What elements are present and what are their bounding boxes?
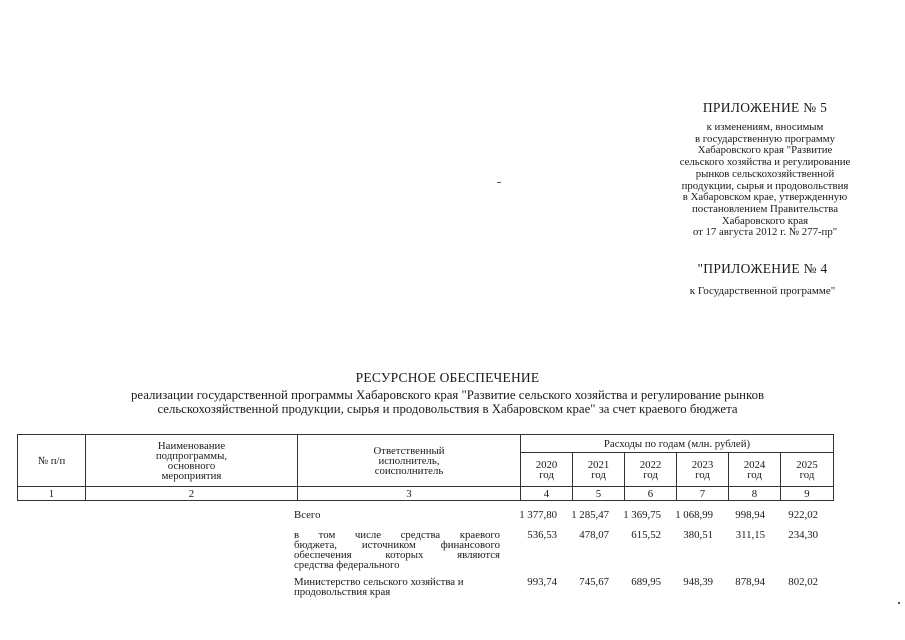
year-value: 2022 <box>639 458 662 471</box>
column-number-cell: 6 <box>625 487 677 501</box>
row-label-line: Министерство сельского хозяйства и <box>294 576 464 588</box>
appendix-5-title: ПРИЛОЖЕНИЕ № 5 <box>702 100 828 115</box>
row-value: 998,94 <box>735 509 765 521</box>
header-year-2024 <box>729 453 781 487</box>
row-value: 311,15 <box>735 529 765 541</box>
row-value: 948,39 <box>683 576 713 588</box>
appendix-5-line: продукции, сырья и продовольствия <box>681 179 849 192</box>
header-col-executor-line: исполнитель, <box>378 454 440 467</box>
header-year-2023 <box>677 453 729 487</box>
row-value: 478,07 <box>579 529 609 541</box>
appendix-4-block <box>650 261 875 297</box>
document-subheading <box>60 389 835 416</box>
row-value: 745,67 <box>579 576 609 588</box>
row-label-line: бюджета, источником финансового <box>294 539 500 551</box>
year-value: 2025 <box>796 458 818 471</box>
year-unit: год <box>539 468 554 481</box>
row-value: 1 377,80 <box>519 509 557 521</box>
document-heading: РЕСУРСНОЕ ОБЕСПЕЧЕНИЕ <box>355 370 540 385</box>
appendix-5-block <box>615 100 905 239</box>
column-number-cell: 5 <box>573 487 625 501</box>
appendix-5-line: постановлением Правительства <box>691 202 839 215</box>
row-value: 380,51 <box>683 529 713 541</box>
row-label <box>294 530 500 570</box>
year-value: 2021 <box>587 458 610 471</box>
appendix-5-lines <box>615 122 905 239</box>
row-value: 1 285,47 <box>571 509 609 521</box>
year-value: 2024 <box>743 458 766 471</box>
header-col-name-line: Наименование <box>157 439 226 452</box>
row-value: 1 068,99 <box>675 509 713 521</box>
appendix-5-line: к изменениям, вносимым <box>706 121 824 133</box>
row-value: 993,74 <box>527 576 557 588</box>
year-unit: год <box>695 468 710 481</box>
scan-speck <box>898 602 900 604</box>
column-number-cell: 8 <box>729 487 781 501</box>
column-number-cell: 3 <box>298 487 521 501</box>
row-value: 922,02 <box>788 509 818 521</box>
header-col-name-line: основного <box>167 459 216 472</box>
column-number-cell: 4 <box>521 487 573 501</box>
row-label-line: обеспечения которых являются <box>294 549 500 561</box>
subheading-line: реализации государственной программы Хабаровского края "Развитие сельского хозяйства и регулирование рынков <box>130 388 765 402</box>
column-number-cell: 1 <box>18 487 86 501</box>
appendix-4-title: "ПРИЛОЖЕНИЕ № 4 <box>697 261 828 276</box>
row-value: 689,95 <box>631 576 661 588</box>
row-value: 615,52 <box>631 529 661 541</box>
appendix-5-line: Хабаровского края <box>721 214 809 227</box>
row-label-line: продовольствия края <box>294 586 391 598</box>
appendix-5-line: сельского хозяйства и регулирование <box>679 156 851 169</box>
row-value: 234,30 <box>788 529 818 541</box>
row-value: 802,02 <box>788 576 818 588</box>
row-value: 1 369,75 <box>623 509 661 521</box>
header-col-name <box>86 435 298 487</box>
year-unit: год <box>591 468 606 481</box>
row-value: 878,94 <box>735 576 765 588</box>
appendix-4-subtitle: к Государственной программе" <box>689 285 836 297</box>
resource-table-header <box>17 434 834 501</box>
header-col-number: № п/п <box>18 435 86 487</box>
appendix-5-line: Хабаровского края "Развитие <box>697 144 833 157</box>
year-unit: год <box>799 468 815 481</box>
row-label <box>294 510 500 520</box>
column-number-cell: 2 <box>86 487 298 501</box>
year-value: 2020 <box>535 458 558 471</box>
appendix-5-line: рынков сельскохозяйственной <box>695 167 835 180</box>
row-label <box>294 577 500 597</box>
row-label-line: средства федерального <box>294 559 400 571</box>
header-year-2025 <box>781 453 834 487</box>
header-col-name-line: мероприятия <box>161 469 222 482</box>
column-number-cell: 9 <box>781 487 834 501</box>
header-col-executor-line: соисполнитель <box>374 464 444 477</box>
appendix-5-line: от 17 августа 2012 г. № 277-пр" <box>692 226 838 239</box>
appendix-5-line: в государственную программу <box>695 132 835 145</box>
year-unit: год <box>747 468 762 481</box>
row-label-line: Всего <box>294 509 321 521</box>
header-year-2020 <box>521 453 573 487</box>
header-expenses: Расходы по годам (млн. рублей) <box>521 435 834 453</box>
year-unit: год <box>643 468 658 481</box>
appendix-5-line: в Хабаровском крае, утвержденную <box>682 191 848 204</box>
header-col-executor-line: Ответственный <box>373 444 445 457</box>
row-value: 536,53 <box>527 529 557 541</box>
header-year-2021 <box>573 453 625 487</box>
subheading-line: сельскохозяйственной продукции, сырья и продовольствия в Хабаровском крае" за счет краевого бюджета <box>157 401 738 416</box>
header-col-name-line: подпрограммы, <box>155 449 228 462</box>
row-label-line: в том числе средства краевого <box>294 529 500 541</box>
header-col-executor <box>298 435 521 487</box>
header-year-2022 <box>625 453 677 487</box>
column-number-cell: 7 <box>677 487 729 501</box>
scan-speck <box>497 182 501 183</box>
year-value: 2023 <box>691 458 714 471</box>
